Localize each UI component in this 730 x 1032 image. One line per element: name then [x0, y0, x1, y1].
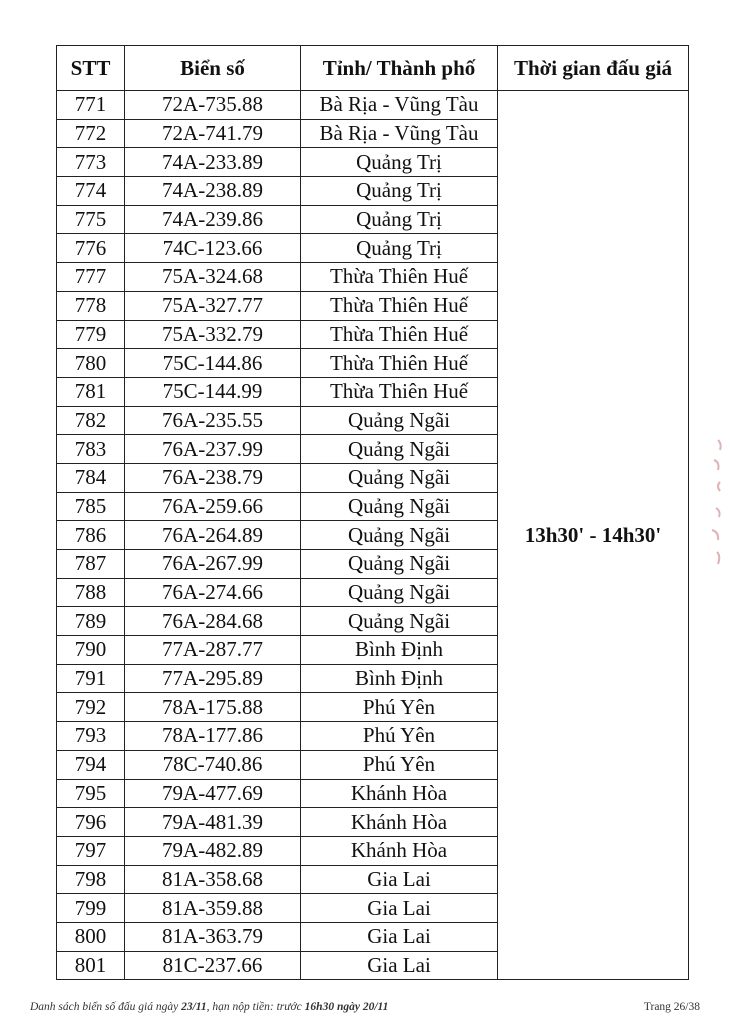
row-stt: 784 [57, 463, 125, 492]
row-plate-number: 79A-477.69 [125, 779, 301, 808]
row-stt: 778 [57, 291, 125, 320]
row-plate-number: 79A-482.89 [125, 836, 301, 865]
row-province: Gia Lai [301, 865, 498, 894]
row-stt: 795 [57, 779, 125, 808]
row-plate-number: 77A-287.77 [125, 636, 301, 665]
footer-text-prefix: Danh sách biển số đấu giá ngày [30, 1001, 182, 1013]
row-plate-number: 75A-332.79 [125, 320, 301, 349]
row-plate-number: 81A-359.88 [125, 894, 301, 923]
row-province: Thừa Thiên Huế [301, 349, 498, 378]
row-stt: 781 [57, 377, 125, 406]
header-auction-time: Thời gian đấu giá [498, 46, 689, 91]
page-footer [30, 1001, 700, 1013]
row-stt: 786 [57, 521, 125, 550]
row-stt: 771 [57, 91, 125, 120]
row-stt: 799 [57, 894, 125, 923]
row-province: Quảng Trị [301, 205, 498, 234]
row-stt: 798 [57, 865, 125, 894]
row-stt: 796 [57, 808, 125, 837]
row-province: Phú Yên [301, 750, 498, 779]
footer-note [30, 1001, 388, 1013]
header-plate-number: Biển số [125, 46, 301, 91]
row-province: Gia Lai [301, 894, 498, 923]
row-province: Thừa Thiên Huế [301, 320, 498, 349]
row-stt: 791 [57, 664, 125, 693]
row-province: Thừa Thiên Huế [301, 291, 498, 320]
row-plate-number: 78A-175.88 [125, 693, 301, 722]
row-plate-number: 75A-324.68 [125, 263, 301, 292]
footer-text-middle: , hạn nộp tiền: trước [206, 1001, 305, 1013]
row-plate-number: 77A-295.89 [125, 664, 301, 693]
row-province: Khánh Hòa [301, 779, 498, 808]
row-province: Khánh Hòa [301, 808, 498, 837]
row-plate-number: 74A-239.86 [125, 205, 301, 234]
row-plate-number: 74A-238.89 [125, 177, 301, 206]
row-stt: 773 [57, 148, 125, 177]
row-province: Quảng Trị [301, 177, 498, 206]
row-stt: 776 [57, 234, 125, 263]
row-plate-number: 79A-481.39 [125, 808, 301, 837]
row-province: Quảng Ngãi [301, 406, 498, 435]
row-stt: 779 [57, 320, 125, 349]
row-stt: 789 [57, 607, 125, 636]
row-stt: 801 [57, 951, 125, 980]
header-province: Tỉnh/ Thành phố [301, 46, 498, 91]
row-province: Gia Lai [301, 922, 498, 951]
row-plate-number: 78A-177.86 [125, 722, 301, 751]
plate-list-table [56, 45, 689, 980]
row-province: Bình Định [301, 664, 498, 693]
row-province: Bà Rịa - Vũng Tàu [301, 119, 498, 148]
row-plate-number: 76A-237.99 [125, 435, 301, 464]
row-plate-number: 76A-259.66 [125, 492, 301, 521]
row-stt: 794 [57, 750, 125, 779]
row-stt: 785 [57, 492, 125, 521]
row-plate-number: 75C-144.86 [125, 349, 301, 378]
row-province: Quảng Ngãi [301, 492, 498, 521]
row-stt: 777 [57, 263, 125, 292]
row-province: Quảng Ngãi [301, 435, 498, 464]
row-province: Phú Yên [301, 693, 498, 722]
table-body [57, 91, 689, 980]
row-province: Phú Yên [301, 722, 498, 751]
table-header-row [57, 46, 689, 91]
page-number: Trang 26/38 [643, 1001, 700, 1013]
table-row [57, 91, 689, 120]
row-province: Bà Rịa - Vũng Tàu [301, 91, 498, 120]
row-plate-number: 76A-274.66 [125, 578, 301, 607]
row-plate-number: 78C-740.86 [125, 750, 301, 779]
auction-time-cell: 13h30' - 14h30' [498, 91, 689, 980]
row-province: Thừa Thiên Huế [301, 377, 498, 406]
row-plate-number: 76A-267.99 [125, 550, 301, 579]
row-plate-number: 76A-284.68 [125, 607, 301, 636]
row-plate-number: 76A-238.79 [125, 463, 301, 492]
row-plate-number: 81A-358.68 [125, 865, 301, 894]
row-stt: 788 [57, 578, 125, 607]
row-province: Quảng Trị [301, 148, 498, 177]
row-plate-number: 76A-264.89 [125, 521, 301, 550]
footer-auction-date: 23/11 [181, 1001, 207, 1013]
row-stt: 793 [57, 722, 125, 751]
row-plate-number: 72A-741.79 [125, 119, 301, 148]
row-stt: 772 [57, 119, 125, 148]
row-province: Quảng Ngãi [301, 463, 498, 492]
row-plate-number: 72A-735.88 [125, 91, 301, 120]
row-province: Bình Định [301, 636, 498, 665]
row-plate-number: 75A-327.77 [125, 291, 301, 320]
row-stt: 774 [57, 177, 125, 206]
row-stt: 775 [57, 205, 125, 234]
footer-deadline: 16h30 ngày 20/11 [304, 1001, 389, 1013]
row-plate-number: 76A-235.55 [125, 406, 301, 435]
row-stt: 797 [57, 836, 125, 865]
row-province: Quảng Ngãi [301, 521, 498, 550]
row-province: Quảng Ngãi [301, 607, 498, 636]
row-plate-number: 81C-237.66 [125, 951, 301, 980]
row-stt: 780 [57, 349, 125, 378]
row-province: Gia Lai [301, 951, 498, 980]
row-province: Quảng Ngãi [301, 578, 498, 607]
row-stt: 783 [57, 435, 125, 464]
row-stt: 782 [57, 406, 125, 435]
row-plate-number: 75C-144.99 [125, 377, 301, 406]
row-stt: 792 [57, 693, 125, 722]
row-plate-number: 81A-363.79 [125, 922, 301, 951]
row-plate-number: 74C-123.66 [125, 234, 301, 263]
row-stt: 787 [57, 550, 125, 579]
row-stt: 790 [57, 636, 125, 665]
row-province: Khánh Hòa [301, 836, 498, 865]
row-province: Quảng Ngãi [301, 550, 498, 579]
header-stt: STT [57, 46, 125, 91]
row-province: Quảng Trị [301, 234, 498, 263]
row-plate-number: 74A-233.89 [125, 148, 301, 177]
seal-stamp-fragment [704, 430, 728, 580]
row-stt: 800 [57, 922, 125, 951]
row-province: Thừa Thiên Huế [301, 263, 498, 292]
